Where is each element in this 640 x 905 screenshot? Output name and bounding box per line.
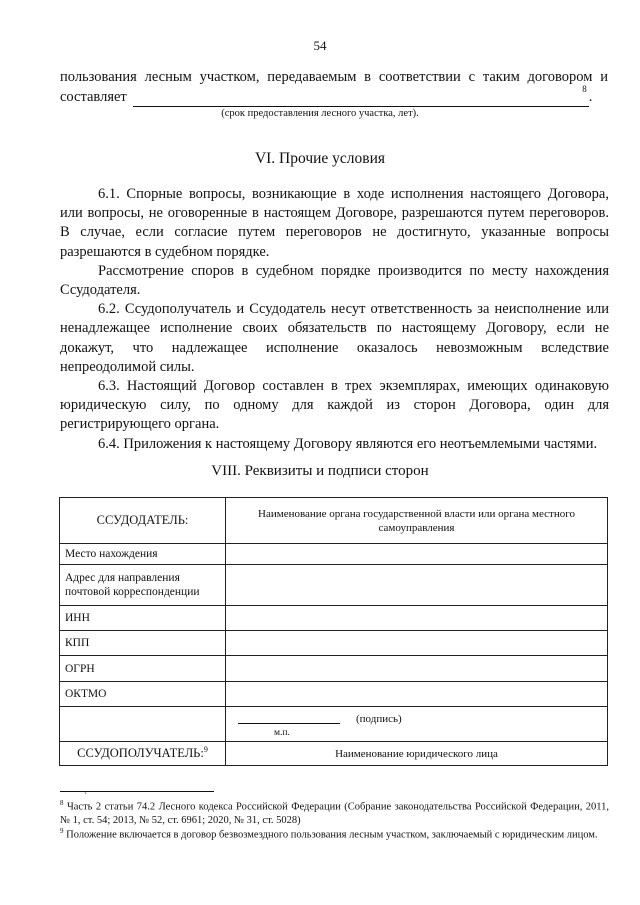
row-label-address: Адрес для направления почтовой корреспонденции (60, 565, 226, 606)
footnote-9-text: Положение включается в договор безвозмездного пользования лесным участком, заключаемый с юридическим лицом. (66, 829, 598, 841)
stamp-label: м.п. (274, 728, 290, 738)
table-row (60, 682, 608, 707)
requisites-table (59, 497, 608, 766)
paragraph-6-1: 6.1. Спорные вопросы, возникающие в ходе исполнения настоящего Договора, или вопросы, не оговоренные в настоящем Договоре, разрешаются путем переговоров. В случае, если согласие путем переговоров не достигнуто, указанные вопросы разрешаются в судебном порядке. (60, 186, 609, 260)
row-value-ogrn[interactable] (226, 656, 608, 682)
term-blank-field[interactable] (133, 84, 589, 107)
signature-cell (226, 707, 608, 742)
lender-name: Наименование органа государственной власти или органа местного самоуправления (226, 498, 608, 544)
table-row (60, 498, 608, 544)
row-label-kpp: КПП (60, 631, 226, 656)
table-row (60, 631, 608, 656)
intro-line-1: пользования лесным участком, передаваемым в соответствии с таким договором и (60, 69, 608, 85)
table-row (60, 656, 608, 682)
paragraph-disputes-venue: Рассмотрение споров в судебном порядке производится по месту нахождения Ссудодателя. (60, 262, 609, 299)
footnote-ref-9: 9 (203, 745, 208, 755)
footnote-9-mark: 9 (60, 827, 64, 835)
signature-blank-cell (60, 707, 226, 742)
row-value-location[interactable] (226, 544, 608, 565)
row-label-inn: ИНН (60, 606, 226, 631)
table-row (60, 565, 608, 606)
row-label-oktmo: ОКТМО (60, 682, 226, 707)
borrower-label-cell (60, 742, 226, 766)
row-value-address[interactable] (226, 565, 608, 606)
lender-label: ССУДОДАТЕЛЬ: (60, 498, 226, 544)
footnote-8 (60, 797, 609, 827)
signature-line[interactable] (238, 723, 340, 724)
section-8-heading: VIII. Реквизиты и подписи сторон (211, 463, 429, 479)
footnote-8-mark: 8 (60, 799, 64, 807)
page-number: 54 (313, 38, 327, 53)
signature-caption: (подпись) (356, 713, 402, 725)
row-value-inn[interactable] (226, 606, 608, 631)
table-row (60, 544, 608, 565)
footnote-ref-8: 8 (582, 84, 587, 94)
row-label-ogrn: ОГРН (60, 656, 226, 682)
row-value-kpp[interactable] (226, 631, 608, 656)
footnote-separator-mark: ˎ (84, 784, 87, 794)
borrower-name: Наименование юридического лица (226, 742, 608, 766)
table-row (60, 707, 608, 742)
table-row (60, 742, 608, 766)
table-row (60, 606, 608, 631)
paragraph-6-3: 6.3. Настоящий Договор составлен в трех экземплярах, имеющих одинаковую юридическую силу, по одному для каждой из сторон Договора, один для регистрирующего органа. (60, 378, 609, 433)
paragraph-6-2: 6.2. Ссудополучатель и Ссудодатель несут ответственность за неисполнение или ненадлежащее исполнение своих обязательств по настоящему Договору, если не докажут, что надлежащее исполнение оказалось невозможным вследствие непреодолимой силы. (60, 301, 609, 375)
term-caption: (срок предоставления лесного участка, лет). (221, 108, 419, 119)
row-label-location: Место нахождения (60, 544, 226, 565)
intro-line-2 (60, 84, 608, 107)
section-6-heading: VI. Прочие условия (254, 150, 386, 167)
footnote-8-text: Часть 2 статьи 74.2 Лесного кодекса Российской Федерации (Собрание законодательства Российской Федерации, 2011, № 1, ст. 54; 2013, № 52, ст. 6961; 2020, № 31, ст. 5028) (60, 801, 610, 826)
intro-line-2-prefix: составляет (60, 89, 127, 105)
paragraph-6-4: 6.4. Приложения к настоящему Договору являются его неотъемлемыми частями. (98, 435, 598, 452)
row-value-oktmo[interactable] (226, 682, 608, 707)
intro-period: . (588, 89, 593, 105)
section-6-body (60, 185, 609, 454)
footnote-9 (60, 825, 609, 842)
borrower-label: ССУДОПОЛУЧАТЕЛЬ: (77, 746, 204, 761)
footnote-divider (60, 791, 214, 792)
